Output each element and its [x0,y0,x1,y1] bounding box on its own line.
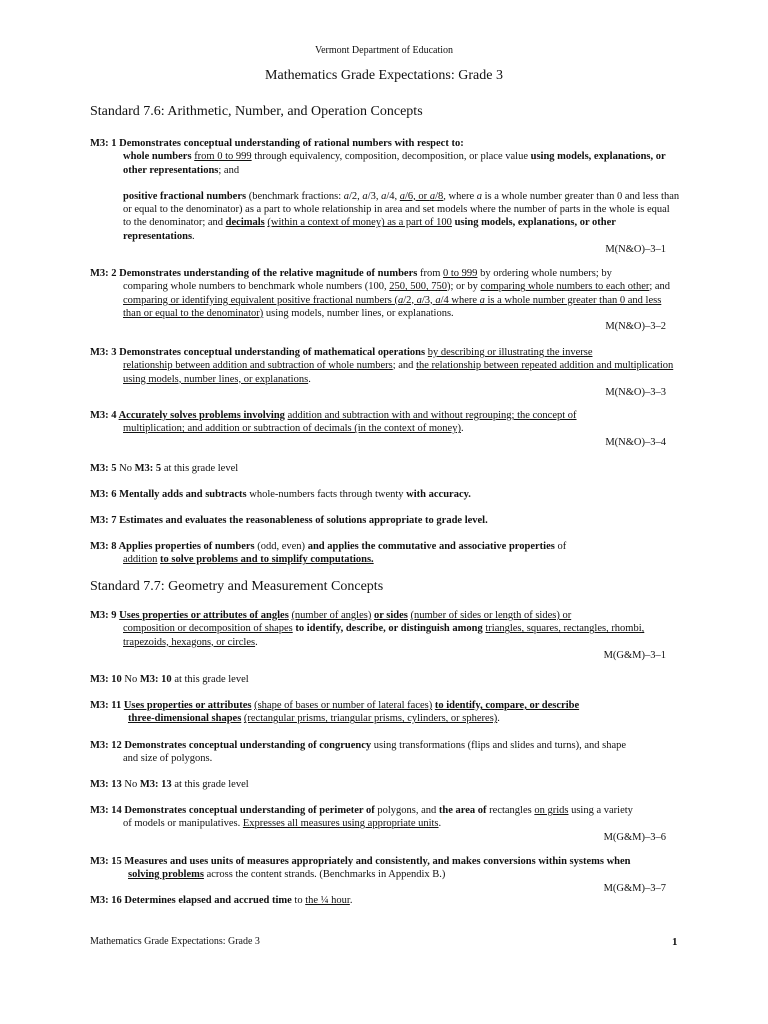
footer-title: Mathematics Grade Expectations: Grade 3 [90,936,260,947]
expectation-m3-11: M3: 11 Uses properties or attributes (shape of bases or number of lateral faces) to identify, compare, or describe three-dimensional shapes (rectangular prisms, triangular prisms, cylinders, or spheres). [90,700,580,725]
expectation-m3-12: M3: 12 Demonstrates conceptual understanding of congruency using transformations (flips and slides and turns), and shape and size of polygons. [90,740,627,765]
gle-code: M(G&M)–3–6 [603,831,666,843]
expectation-m3-1: M3: 1 Demonstrates conceptual understanding of rational numbers with respect to: whole numbers from 0 to 999 through equivalency, composition, decomposition, or place value using models, explanations, or other representations; and positive fractional numbers (benchmark fractions: a/2, a/3, a/4, a/6, or a/8, where a is a whole number greater than 0 and less than or equal to the denominator) as a part to whole relationship in area and set models where the number of parts in the whole is equal to the denominator; and decimals (within a context of money) as a part of 100 using models, explanations, or other representations. M(N&O)–3–1 [90,138,680,256]
page-number: 1 [672,936,678,948]
expectation-m3-4: M3: 4 Accurately solves problems involving addition and subtraction with and without regrouping; the concept of multiplication; and addition or subtraction of decimals (in the context of money). M(N&O)–3–4 [90,409,680,449]
standard-heading: Standard 7.6: Arithmetic, Number, and Operation Concepts [90,104,423,119]
agency-name: Vermont Department of Education [314,45,453,56]
expectation-m3-15: M3: 15 Measures and uses units of measures appropriately and consistently, and makes conversions within systems when solving problems across the content strands. (Benchmarks in Appendix B.) M(G&M)–3–7 [90,855,680,895]
expectation-m3-2: M3: 2 Demonstrates understanding of the relative magnitude of numbers from 0 to 999 by ordering whole numbers; by comparing whole numbers to benchmark whole numbers (100, 250, 500, 750); or by comparing whole numbers to each other; and comparing or identifying equivalent positive fractional numbers (a/2, a/3, a/4 where a is a whole number greater than 0 and less than or equal to the denominator) using models, number lines, or explanations. M(N&O)–3–2 [90,267,680,333]
gle-code: M(G&M)–3–7 [603,882,666,894]
expectation-m3-9: M3: 9 Uses properties or attributes of angles (number of angles) or sides (number of sides or length of sides) or composition or decomposition of shapes to identify, describe, or distinguish among triangles, squares, rectangles, rhombi, trapezoids, hexagons, or circles. M(G&M)–3–1 [90,609,680,662]
expectation-m3-13: M3: 13 No M3: 13 at this grade level [90,779,249,790]
gle-code: M(N&O)–3–4 [605,436,666,448]
expectation-m3-7: M3: 7 Estimates and evaluates the reasonableness of solutions appropriate to grade level. [90,515,488,526]
gle-code: M(N&O)–3–1 [605,244,666,256]
expectation-m3-8: M3: 8 Applies properties of numbers (odd, even) and applies the commutative and associative properties of addition to solve problems and to simplify computations. [90,541,567,566]
standard-heading: Standard 7.7: Geometry and Measurement Concepts [90,579,384,594]
page-title: Mathematics Grade Expectations: Grade 3 [265,68,503,83]
gle-code: M(G&M)–3–1 [603,649,666,661]
gle-code: M(N&O)–3–3 [605,386,666,398]
expectation-m3-16: M3: 16 Determines elapsed and accrued time to the ¼ hour. [90,895,353,906]
expectation-m3-5: M3: 5 No M3: 5 at this grade level [90,463,239,474]
expectation-m3-6: M3: 6 Mentally adds and subtracts whole-numbers facts through twenty with accuracy. [90,489,471,500]
gle-code: M(N&O)–3–2 [605,321,666,333]
expectation-m3-14: M3: 14 Demonstrates conceptual understanding of perimeter of polygons, and the area of rectangles on grids using a variety of models or manipulatives. Expresses all measures using appropriate units. M(G&M)–3–6 [90,804,680,844]
expectation-m3-10: M3: 10 No M3: 10 at this grade level [90,674,249,685]
expectation-m3-3: M3: 3 Demonstrates conceptual understanding of mathematical operations by describing or illustrating the inverse relationship between addition and subtraction of whole numbers; and the relationship between repeated addition and multiplication using models, number lines, or explanations. M(N&O)–3–3 [90,346,680,399]
